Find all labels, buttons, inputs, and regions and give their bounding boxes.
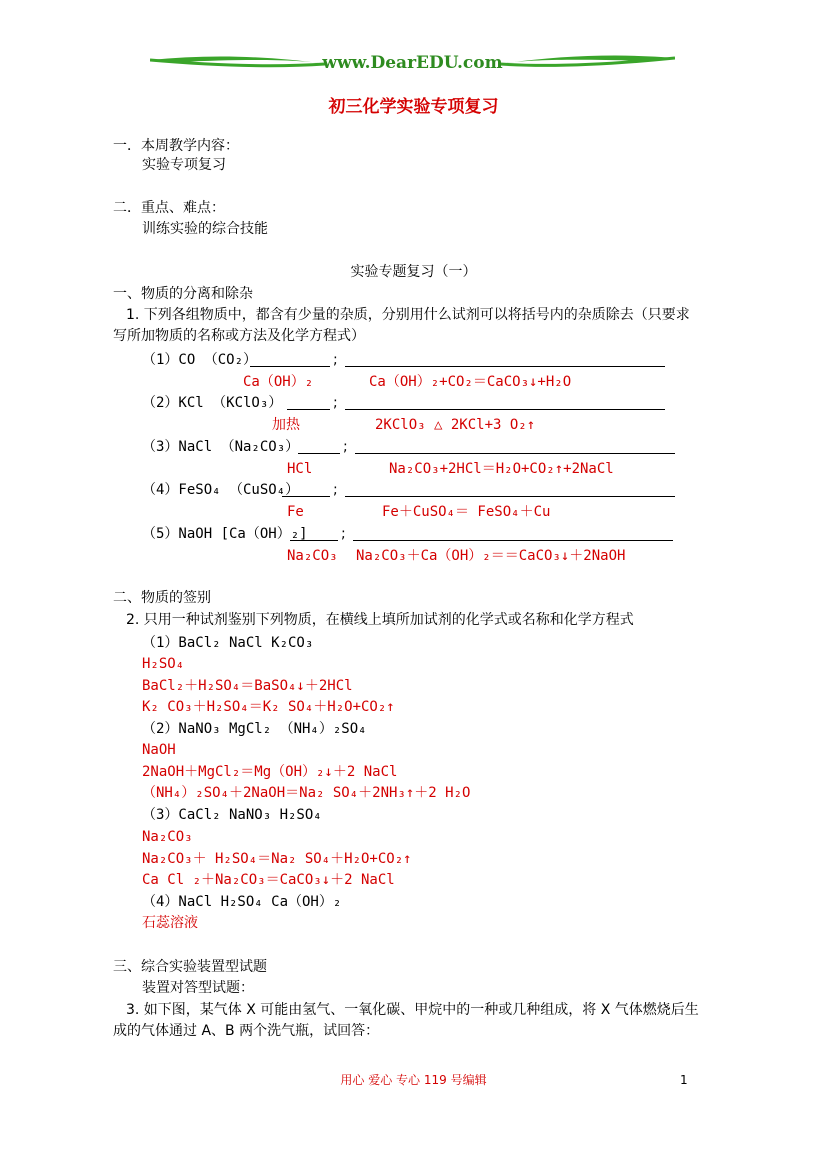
- item-1-reagent: Ca（OH）₂: [243, 374, 314, 390]
- group-1-question: （1）BaCl₂ NaCl K₂CO₃: [142, 635, 314, 651]
- item-3-reagent: HCl: [287, 461, 313, 477]
- item-5-equation: Na₂CO₃＋Ca（OH）₂＝＝CaCO₃↓＋2NaOH: [356, 548, 626, 564]
- group-2-equation-1: 2NaOH＋MgCl₂＝Mg（OH）₂↓＋2 NaCl: [142, 764, 398, 780]
- group-4-reagent: 石蕊溶液: [142, 915, 198, 931]
- question-1-line-1: 1. 下列各组物质中，都含有少量的杂质，分别用什么试剂可以将括号内的杂质除去（只要求: [126, 307, 690, 323]
- group-3-question: （3）CaCl₂ NaNO₃ H₂SO₄: [142, 807, 322, 823]
- question-2: 2. 只用一种试剂鉴别下列物质，在横线上填所加试剂的化学式或名称和化学方程式: [126, 612, 634, 628]
- question-1-line-2: 写所加物质的名称或方法及化学方程式）: [113, 328, 365, 344]
- part-2-heading: 二、物质的签别: [113, 590, 211, 606]
- group-2-question: （2）NaNO₃ MgCl₂ （NH₄）₂SO₄: [142, 721, 367, 737]
- part-3-subheading: 装置对答型试题：: [142, 980, 254, 996]
- group-3-equation-1: Na₂CO₃＋ H₂SO₄＝Na₂ SO₄＋H₂O+CO₂↑: [142, 851, 412, 867]
- item-3-question: （3）NaCl （Na₂CO₃）: [142, 439, 300, 455]
- group-2-reagent: NaOH: [142, 742, 176, 758]
- group-4-question: （4）NaCl H₂SO₄ Ca（OH）₂: [142, 894, 342, 910]
- item-5-reagent: Na₂CO₃: [287, 548, 338, 564]
- group-1-equation-2: K₂ CO₃＋H₂SO₄＝K₂ SO₄＋H₂O+CO₂↑: [142, 699, 395, 715]
- item-2-reagent: 加热: [272, 417, 300, 433]
- item-3-equation: Na₂CO₃+2HCl＝H₂O+CO₂↑+2NaCl: [389, 461, 614, 477]
- group-1-equation-1: BaCl₂＋H₂SO₄＝BaSO₄↓＋2HCl: [142, 678, 353, 694]
- group-3-reagent: Na₂CO₃: [142, 829, 193, 845]
- site-header-logo: [150, 50, 675, 76]
- item-1-question: （1）CO （CO₂）: [142, 352, 258, 368]
- question-3-line-2: 成的气体通过 A、B 两个洗气瓶，试回答：: [113, 1023, 380, 1039]
- item-4-reagent: Fe: [287, 504, 304, 520]
- item-2-question: （2）KCl （KClO₃）: [142, 395, 283, 411]
- item-4-question: （4）FeSO₄ （CuSO₄）: [142, 482, 300, 498]
- section-2-text: 训练实验的综合技能: [142, 221, 268, 237]
- item-1-equation: Ca（OH）₂+CO₂＝CaCO₃↓+H₂O: [369, 374, 572, 390]
- section-1-heading: 一．本周教学内容：: [113, 138, 239, 154]
- part-3-heading: 三、综合实验装置型试题: [113, 959, 267, 975]
- item-5-question: （5）NaOH [Ca（OH）₂]: [142, 526, 308, 542]
- footer-text: 用心 爱心 专心 119 号编辑: [340, 1073, 487, 1087]
- item-2-equation: 2KClO₃ △ 2KCl+3 O₂↑: [375, 417, 536, 433]
- part-1-heading: 一、物质的分离和除杂: [113, 286, 253, 302]
- site-name: www.DearEDU.com: [322, 53, 503, 73]
- question-3-line-1: 3. 如下图，某气体 X 可能由氢气、一氧化碳、甲烷中的一种或几种组成，将 X 气体燃烧后生: [126, 1002, 699, 1018]
- subtitle: 实验专题复习（一）: [350, 264, 477, 280]
- group-1-reagent: H₂SO₄: [142, 656, 185, 672]
- page-number: 1: [680, 1073, 688, 1087]
- group-2-equation-2: （NH₄）₂SO₄＋2NaOH＝Na₂ SO₄＋2NH₃↑＋2 H₂O: [142, 785, 471, 801]
- section-1-text: 实验专项复习: [142, 157, 226, 173]
- item-4-equation: Fe＋CuSO₄＝ FeSO₄＋Cu: [382, 504, 551, 520]
- document-title: 初三化学实验专项复习: [328, 97, 499, 117]
- section-2-heading: 二．重点、难点：: [113, 200, 225, 216]
- group-3-equation-2: Ca Cl ₂＋Na₂CO₃＝CaCO₃↓＋2 NaCl: [142, 872, 395, 888]
